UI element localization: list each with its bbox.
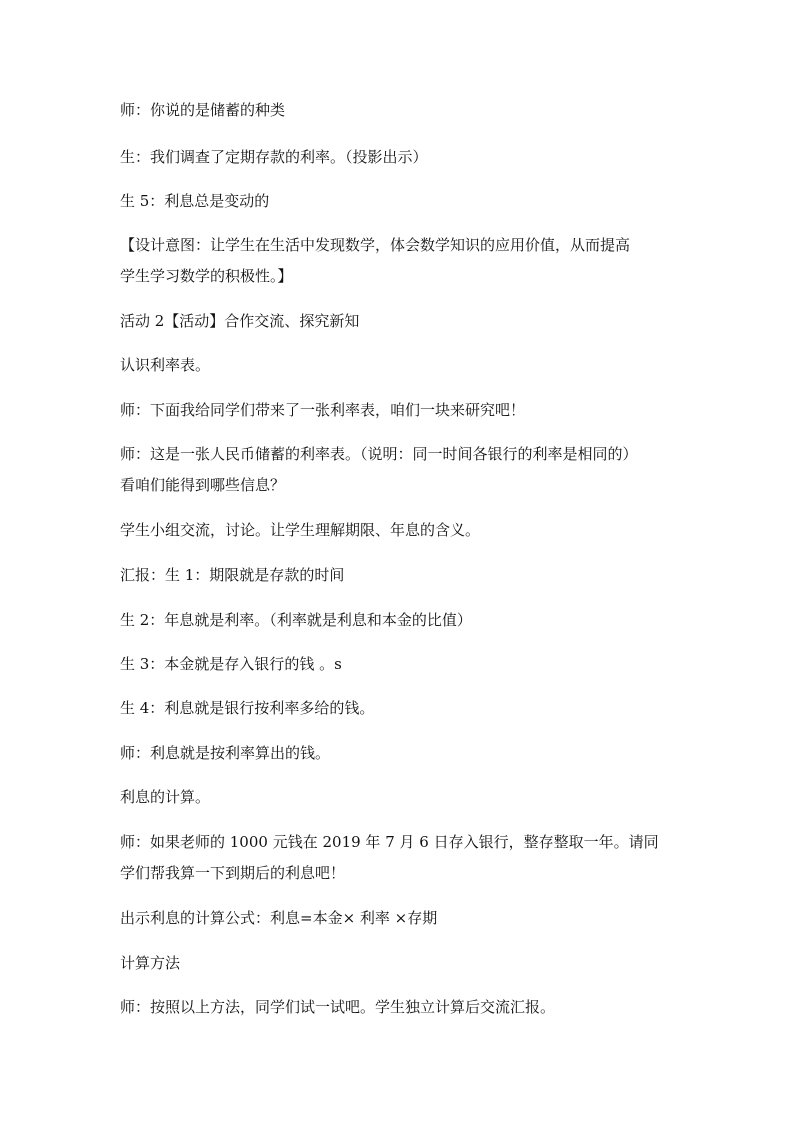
section-heading: 活动 2【活动】合作交流、探究新知 <box>120 312 360 330</box>
formula-line: 出示利息的计算公式：利息=本金× 利率 ×存期 <box>120 909 438 927</box>
text-line: 师：如果老师的 1000 元钱在 2019 年 7 月 6 日存入银行，整存整取一年。请同 <box>120 833 659 851</box>
text-line: 生 2：年息就是利率。（利率就是利息和本金的比值） <box>120 611 472 629</box>
text-line: 师：下面我给同学们带来了一张利率表，咱们一块来研究吧！ <box>120 401 526 419</box>
text-line: 学生学习数学的积极性。】 <box>120 267 293 285</box>
text-line: 师：利息就是按利率算出的钱。 <box>120 744 331 762</box>
text-line: 学们帮我算一下到期后的利息吧！ <box>120 864 346 882</box>
text-line: 师：这是一张人民币储蓄的利率表。（说明：同一时间各银行的利率是相同的） <box>120 445 638 463</box>
text-line: 利息的计算。 <box>120 788 211 806</box>
text-line: 认识利率表。 <box>120 356 211 374</box>
text-line: 计算方法 <box>120 954 181 972</box>
text-line: 汇报：生 1：期限就是存款的时间 <box>120 566 345 584</box>
text-line: 生 4：利息就是银行按利率多给的钱。 <box>120 699 375 717</box>
text-line: 看咱们能得到哪些信息？ <box>120 476 286 494</box>
text-line: 生 3：本金就是存入银行的钱 。s <box>120 655 342 673</box>
text-line: 【设计意图：让学生在生活中发现数学，体会数学知识的应用价值，从而提高 <box>120 236 631 254</box>
text-line: 师：按照以上方法，同学们试一试吧。学生独立计算后交流汇报。 <box>120 998 556 1016</box>
text-line: 师：你说的是储蓄的种类 <box>120 101 286 119</box>
text-line: 生：我们调查了定期存款的利率。（投影出示） <box>120 148 428 166</box>
text-line: 生 5：利息总是变动的 <box>120 192 270 210</box>
text-line: 学生小组交流，讨论。让学生理解期限、年息的含义。 <box>120 521 481 539</box>
